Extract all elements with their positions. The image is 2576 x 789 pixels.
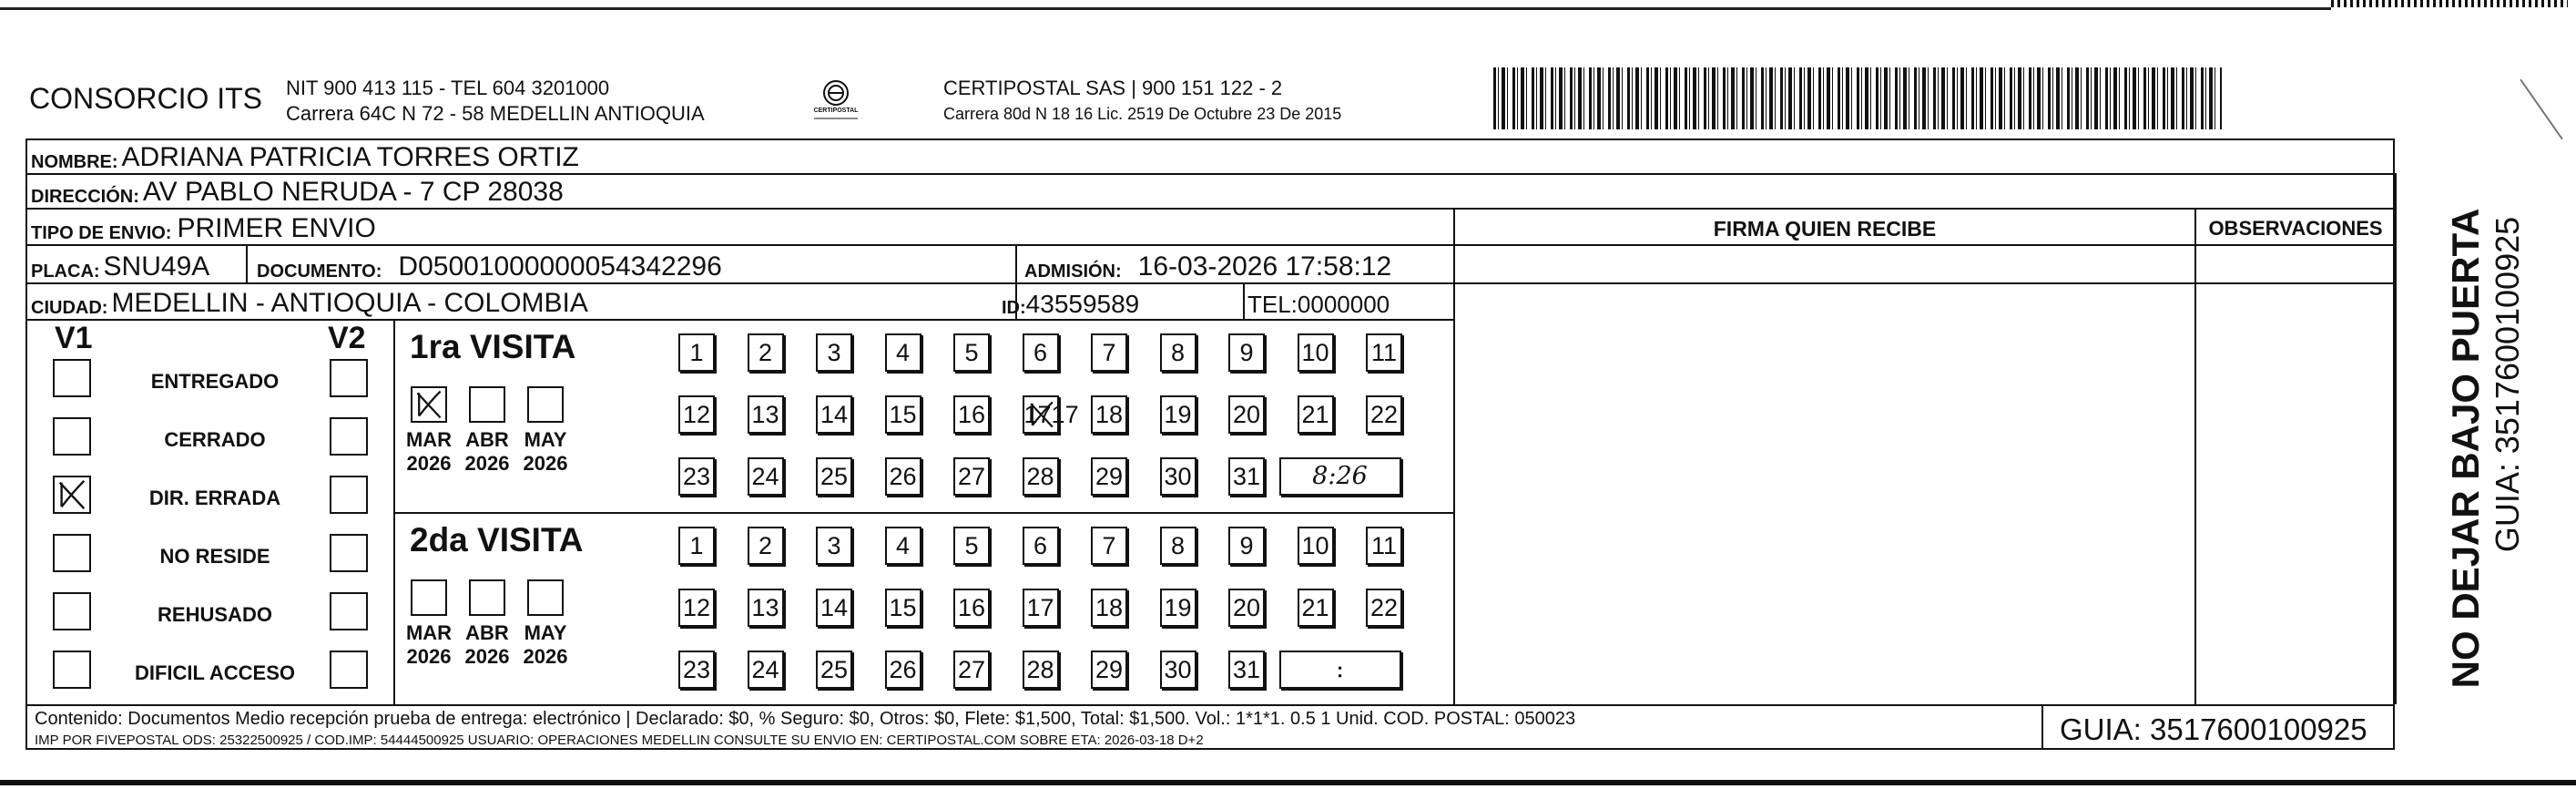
visit2-day-box[interactable]: 21: [1298, 589, 1334, 627]
visit2-day-box[interactable]: 11: [1366, 527, 1402, 565]
type-row: [31, 210, 376, 244]
visit1-time-box[interactable]: 8:26: [1279, 457, 1401, 496]
visit2-day-box[interactable]: 1: [678, 527, 715, 565]
visit1-month-checkbox[interactable]: [411, 386, 447, 423]
v1-checkbox[interactable]: [53, 417, 91, 456]
v2-checkbox[interactable]: [330, 476, 368, 514]
barcode: [1493, 67, 2222, 129]
scan-edge-top-dots: [2331, 0, 2568, 7]
visit2-month-name: MAR: [405, 621, 453, 644]
status-label: DIFICIL ACCESO: [134, 661, 295, 684]
visit1-day-box[interactable]: 5: [953, 333, 990, 372]
side-warning: NO DEJAR BAJO PUERTA: [2444, 208, 2487, 689]
document-row: [257, 246, 722, 282]
visit2-day-box[interactable]: 3: [816, 527, 852, 565]
plate-label: PLACA:: [31, 261, 100, 282]
company-name: CONSORCIO ITS: [29, 82, 263, 115]
id-row: [1002, 284, 1139, 319]
handwritten-x-mark: [412, 388, 445, 421]
side-guide: GUIA: 3517600100925: [2489, 216, 2526, 553]
scan-edge-top: [0, 7, 2331, 10]
visit1-day-box[interactable]: 30: [1160, 457, 1196, 496]
v1-checkbox[interactable]: [53, 476, 91, 514]
plate-value: SNU49A: [103, 251, 210, 282]
visit2-month-checkbox[interactable]: [469, 579, 505, 616]
status-label: DIR. ERRADA: [148, 487, 281, 509]
visit1-day-box[interactable]: 18: [1091, 395, 1127, 434]
visit2-day-box[interactable]: 13: [748, 589, 784, 627]
visit2-day-box[interactable]: 7: [1091, 527, 1127, 565]
visit2-month-year: 2026: [406, 645, 452, 668]
document-value: D05001000000054342296: [398, 251, 722, 282]
visit2-title: 2da VISITA: [410, 521, 584, 558]
visit1-day-box[interactable]: 22: [1366, 395, 1402, 434]
document-label: DOCUMENTO:: [257, 261, 382, 282]
id-value: 43559589: [1025, 290, 1140, 318]
name-label: NOMBRE:: [31, 152, 118, 172]
visit2-day-box[interactable]: 2: [748, 527, 784, 565]
visit1-day-box[interactable]: 11: [1366, 333, 1402, 372]
visit1-month-name: ABR: [465, 428, 509, 451]
visit1-day-box[interactable]: 6: [1023, 333, 1059, 372]
visit2-day-box[interactable]: 9: [1228, 527, 1265, 565]
visit1-day-box[interactable]: 29: [1091, 457, 1127, 496]
col-line: [2395, 173, 2397, 704]
v1-label: V1: [55, 321, 93, 355]
footer-guide: GUIA: 3517600100925: [2060, 712, 2367, 746]
company-nit: NIT 900 413 115 - TEL 604 3201000: [286, 77, 610, 99]
visit2-day-box[interactable]: 26: [885, 651, 921, 689]
visit2-day-box[interactable]: 17: [1023, 589, 1059, 627]
visit1-day-box[interactable]: 1717: [1023, 395, 1059, 434]
visit2-day-box[interactable]: 14: [816, 589, 852, 627]
visit1-day-box[interactable]: 23: [678, 457, 715, 496]
visit1-day-box[interactable]: 14: [816, 395, 852, 434]
visit2-time-box[interactable]: :: [1279, 651, 1401, 689]
visit1-day-box[interactable]: 9: [1228, 333, 1265, 372]
v2-checkbox[interactable]: [330, 592, 368, 630]
company-address: Carrera 64C N 72 - 58 MEDELLIN ANTIOQUIA: [286, 102, 705, 125]
visit1-month-name: MAR: [405, 428, 453, 451]
row-line: [25, 704, 2395, 706]
visit1-day-box[interactable]: 8: [1160, 333, 1196, 372]
visit2-day-box[interactable]: 29: [1091, 651, 1127, 689]
visit1-day-box[interactable]: 13: [748, 395, 784, 434]
footer-imp-line: IMP POR FIVEPOSTAL ODS: 25322500925 / COD.IMP: 54444500925 USUARIO: OPERACIONES MEDELLIN CONSULTE SU ENVIO EN: CERTIPOSTAL.COM SOBRE ETA: 2026-03-18 D+2: [35, 733, 1204, 748]
visit1-month-year: 2026: [406, 452, 452, 475]
visit2-month-checkbox[interactable]: [527, 579, 564, 616]
scan-edge-bottom: [0, 780, 2576, 785]
visit1-month-label: [402, 428, 456, 476]
visit2-day-box[interactable]: 28: [1023, 651, 1059, 689]
type-label: TIPO DE ENVIO:: [31, 223, 172, 243]
visit1-month-label: [460, 428, 514, 476]
plate-row: [31, 246, 209, 282]
v1-checkbox[interactable]: [53, 592, 91, 630]
visit1-day-box[interactable]: 21: [1298, 395, 1334, 434]
visit1-day-box[interactable]: 25: [816, 457, 852, 496]
v2-checkbox[interactable]: [330, 359, 368, 397]
visit1-month-year: 2026: [464, 452, 510, 475]
visit1-day-box[interactable]: 26: [885, 457, 921, 496]
visit2-day-box[interactable]: 30: [1160, 651, 1196, 689]
visit1-day-box[interactable]: 20: [1228, 395, 1265, 434]
visit1-day-box[interactable]: 24: [748, 457, 784, 496]
visit1-day-mark: [1026, 399, 1057, 430]
visit2-month-name: ABR: [465, 621, 509, 644]
visit1-month-checkbox[interactable]: [527, 386, 564, 423]
recipient-name: ADRIANA PATRICIA TORRES ORTIZ: [121, 142, 579, 172]
visit2-day-box[interactable]: 22: [1366, 589, 1402, 627]
logo-text: CERTIPOSTAL: [813, 108, 859, 114]
carrier-license: Carrera 80d N 18 16 Lic. 2519 De Octubre 23 De 2015: [943, 105, 1342, 123]
visit2-month-checkbox[interactable]: [411, 579, 447, 616]
visit2-day-box[interactable]: 4: [885, 527, 921, 565]
city-row: [31, 284, 588, 319]
row-line: [25, 208, 2395, 210]
visit2-day-box[interactable]: 18: [1091, 589, 1127, 627]
col-line: [1243, 282, 1245, 319]
visit1-day-box[interactable]: 28: [1023, 457, 1059, 496]
visit2-month-label: [518, 621, 573, 669]
visit2-day-box[interactable]: 19: [1160, 589, 1196, 627]
visit1-month-label: [518, 428, 573, 476]
footer-content-line: Contenido: Documentos Medio recepción prueba de entrega: electrónico | Declarado: $0, % Seguro: $0, Otros: $0, Flete: $1,500, Total: $1,500. Vol.: 1*1*1. 0.5 1 Unid. COD. POSTAL: 050023: [35, 709, 1576, 729]
handwritten-x-mark: [55, 477, 89, 512]
v2-checkbox[interactable]: [330, 417, 368, 456]
signature-header: FIRMA QUIEN RECIBE: [1713, 217, 1937, 241]
row-line: [25, 319, 1455, 321]
visit2-month-year: 2026: [523, 645, 568, 668]
visit1-month-checkbox[interactable]: [469, 386, 505, 423]
visit2-month-name: MAY: [524, 621, 567, 644]
visit1-day-box[interactable]: 16: [953, 395, 990, 434]
visit1-day-box[interactable]: 7: [1091, 333, 1127, 372]
visit2-day-box[interactable]: 25: [816, 651, 852, 689]
col-line: [2194, 208, 2196, 704]
tel-value: 0000000: [1297, 291, 1390, 318]
address-row: [31, 175, 564, 208]
shipment-type: PRIMER ENVIO: [177, 213, 376, 243]
v1-checkbox[interactable]: [53, 651, 91, 689]
handwritten-x-mark: [1026, 399, 1057, 430]
visit1-day-box[interactable]: 27: [953, 457, 990, 496]
v2-checkbox[interactable]: [330, 534, 368, 572]
visit2-day-box[interactable]: 23: [678, 651, 715, 689]
visit1-day-box[interactable]: 15: [885, 395, 921, 434]
status-label: NO RESIDE: [159, 545, 270, 568]
visit1-day-box[interactable]: 2: [748, 333, 784, 372]
admission-value: 16-03-2026 17:58:12: [1137, 251, 1392, 282]
visit2-month-label: [402, 621, 456, 669]
visit1-month-name: MAY: [524, 428, 567, 451]
v1-checkbox[interactable]: [53, 359, 91, 397]
visit2-day-box[interactable]: 10: [1298, 527, 1334, 565]
visit1-day-box[interactable]: 12: [678, 395, 715, 434]
visit2-day-box[interactable]: 24: [748, 651, 784, 689]
city-label: CIUDAD:: [31, 298, 108, 318]
tel-label: TEL:: [1247, 291, 1298, 318]
visit2-month-year: 2026: [464, 645, 510, 668]
visit2-day-box[interactable]: 31: [1228, 651, 1265, 689]
visit1-day-box[interactable]: 31: [1228, 457, 1265, 496]
visit2-day-box[interactable]: 12: [678, 589, 715, 627]
observations-header: OBSERVACIONES: [2208, 217, 2383, 240]
name-row: [31, 140, 579, 173]
visit1-title: 1ra VISITA: [410, 328, 576, 365]
visit2-day-box[interactable]: 15: [885, 589, 921, 627]
scan-edge-right: [2520, 79, 2563, 140]
col-line: [1453, 208, 1455, 704]
visit2-day-box[interactable]: 20: [1228, 589, 1265, 627]
v2-label: V2: [328, 321, 366, 355]
visit1-day-box[interactable]: 1: [678, 333, 715, 372]
visit1-day-box[interactable]: 19: [1160, 395, 1196, 434]
admission-label: ADMISIÓN:: [1024, 261, 1122, 282]
v1-checkbox[interactable]: [53, 534, 91, 572]
visit2-day-box[interactable]: 16: [953, 589, 990, 627]
v2-checkbox[interactable]: [330, 651, 368, 689]
status-label: CERRADO: [164, 428, 266, 451]
visit2-day-box[interactable]: 27: [953, 651, 990, 689]
status-label: ENTREGADO: [150, 370, 280, 393]
id-label: ID:: [1002, 298, 1026, 318]
city-value: MEDELLIN - ANTIOQUIA - COLOMBIA: [111, 288, 588, 318]
visit1-day-box[interactable]: 10: [1298, 333, 1334, 372]
address-label: DIRECCIÓN:: [31, 187, 139, 207]
carrier-name: CERTIPOSTAL SAS | 900 151 122 - 2: [943, 77, 1283, 99]
admission-row: [1024, 246, 1391, 282]
col-line: [246, 244, 248, 282]
visit2-month-label: [460, 621, 514, 669]
visit2-day-box[interactable]: 6: [1023, 527, 1059, 565]
certipostal-logo: [809, 78, 863, 124]
tel-row: [1247, 284, 1390, 319]
visit-split-line: [393, 512, 1453, 514]
recipient-address: AV PABLO NERUDA - 7 CP 28038: [142, 177, 564, 207]
visit1-day-box[interactable]: 4: [885, 333, 921, 372]
status-label: REHUSADO: [158, 603, 272, 626]
visit2-day-box[interactable]: 5: [953, 527, 990, 565]
visit1-month-year: 2026: [523, 452, 568, 475]
col-line: [2041, 704, 2043, 750]
visit2-day-box[interactable]: 8: [1160, 527, 1196, 565]
visit1-day-box[interactable]: 3: [816, 333, 852, 372]
